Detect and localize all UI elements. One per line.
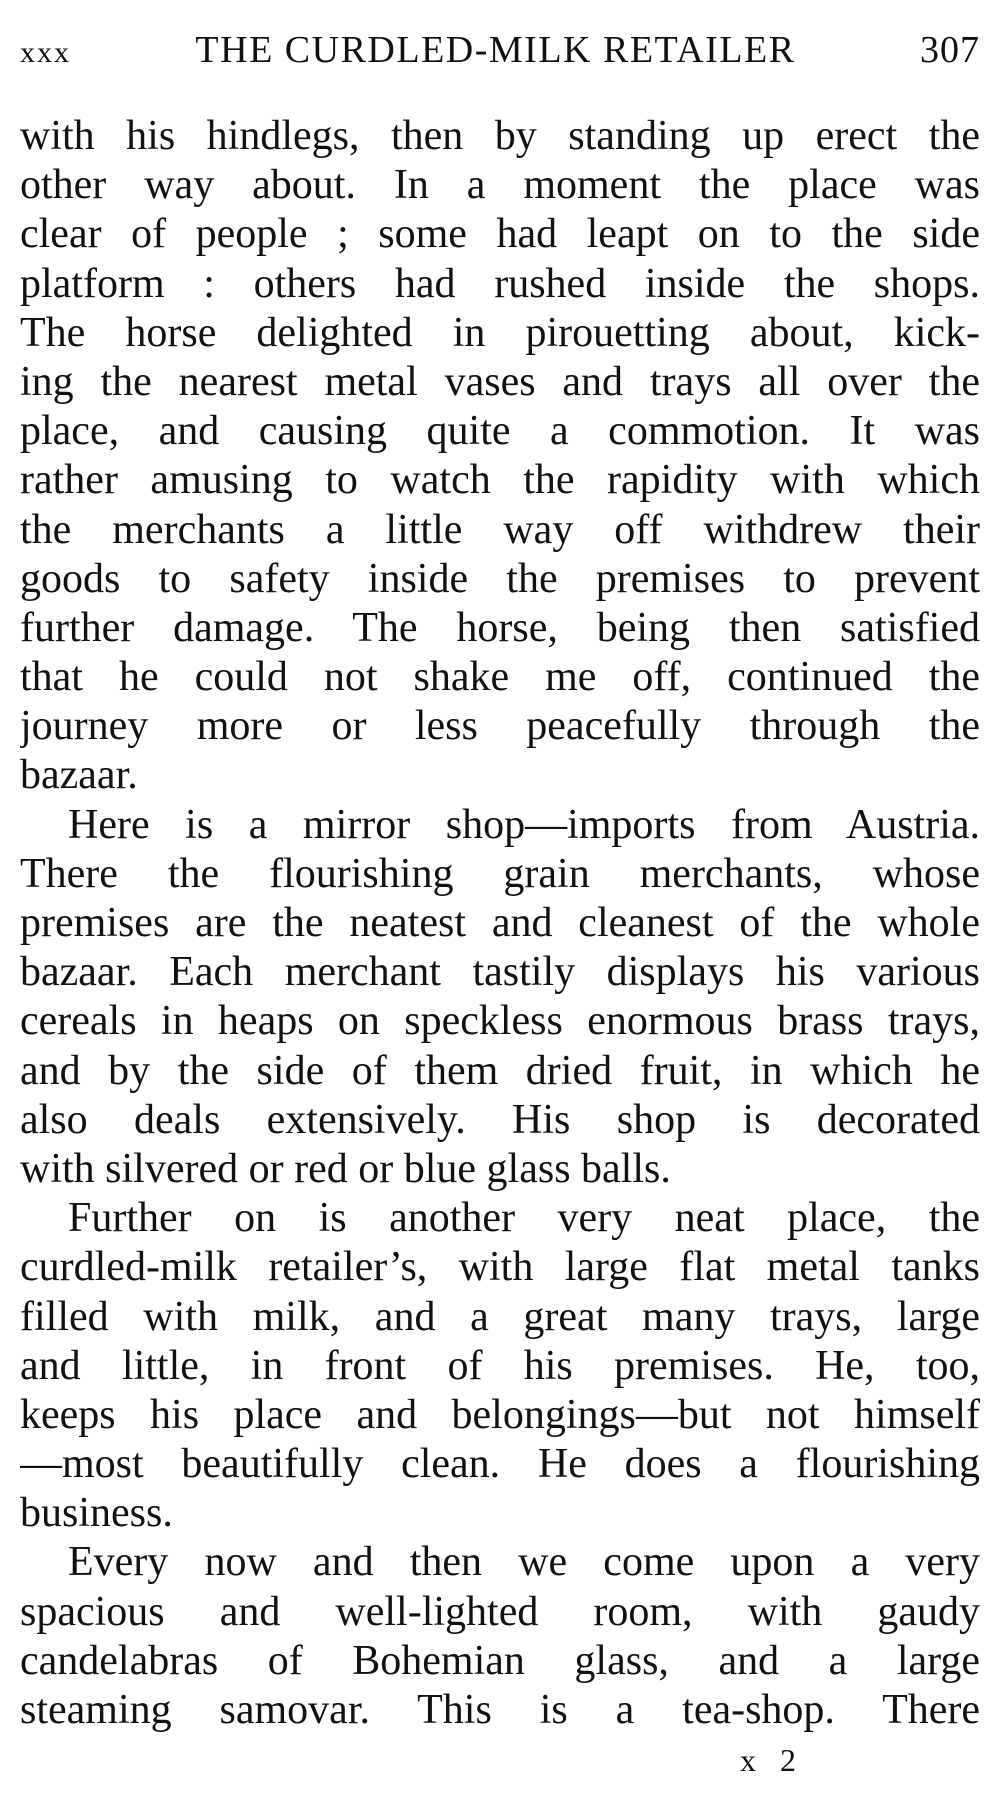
text-line: place, and causing quite a commotion. It was xyxy=(20,408,980,455)
text-line: bazaar. Each merchant tastily displays his various xyxy=(20,949,980,996)
text-line: and by the side of them dried fruit, in which he xyxy=(20,1047,980,1094)
text-line: that he could not shake me off, continued the xyxy=(20,654,980,701)
text-line: journey more or less peacefully through the xyxy=(20,703,980,750)
text-line: —most beautifully clean. He does a flourishing xyxy=(20,1441,980,1488)
text-line: with silvered or red or blue glass balls. xyxy=(20,1145,671,1192)
text-line: business. xyxy=(20,1490,173,1537)
text-line: The horse delighted in pirouetting about, kick- xyxy=(20,309,980,356)
text-line: Here is a mirror shop—imports from Austria. xyxy=(68,801,980,848)
text-line: also deals extensively. His shop is decorated xyxy=(20,1096,980,1143)
text-line: the merchants a little way off withdrew their xyxy=(20,506,980,553)
text-line: goods to safety inside the premises to prevent xyxy=(20,555,980,602)
text-line: There the flourishing grain merchants, whose xyxy=(20,850,980,897)
text-line: other way about. In a moment the place was xyxy=(20,162,980,209)
paragraph-4 xyxy=(20,1538,980,1735)
text-line: cereals in heaps on speckless enormous brass trays, xyxy=(20,998,980,1045)
text-line: candelabras of Bohemian glass, and a large xyxy=(20,1637,980,1684)
text-line: filled with milk, and a great many trays, large xyxy=(20,1293,980,1340)
text-line: steaming samovar. This is a tea-shop. There xyxy=(20,1687,980,1733)
text-line: keeps his place and belongings—but not himself xyxy=(20,1391,980,1438)
signature-mark: x 2 xyxy=(740,1742,804,1778)
text-line: and little, in front of his premises. He, too, xyxy=(20,1342,980,1389)
text-line: premises are the neatest and cleanest of the whole xyxy=(20,900,980,946)
page-number: 307 xyxy=(920,29,980,71)
text-line: ing the nearest metal vases and trays all over the xyxy=(20,358,980,405)
text-line: rather amusing to watch the rapidity with which xyxy=(20,457,980,504)
chapter-numeral: xxx xyxy=(20,36,71,69)
text-line: with his hindlegs, then by standing up erect the xyxy=(20,113,980,159)
text-line: Every now and then we come upon a very xyxy=(68,1539,980,1586)
paragraph-3 xyxy=(20,1194,980,1538)
text-line: curdled-milk retailer’s, with large flat metal tanks xyxy=(20,1244,980,1291)
page-title: THE CURDLED-MILK RETAILER xyxy=(195,29,796,71)
text-line: platform : others had rushed inside the shops. xyxy=(20,260,980,307)
text-line: clear of people ; some had leapt on to the side xyxy=(20,211,980,258)
text-line: further damage. The horse, being then satisfied xyxy=(20,604,980,651)
text-line: spacious and well-lighted room, with gaudy xyxy=(20,1588,980,1635)
running-head xyxy=(20,28,980,88)
paragraph-2 xyxy=(20,801,980,1195)
text-line: bazaar. xyxy=(20,752,138,799)
body-text xyxy=(20,112,980,1735)
paragraph-1 xyxy=(20,112,980,801)
text-line: Further on is another very neat place, the xyxy=(68,1195,980,1242)
